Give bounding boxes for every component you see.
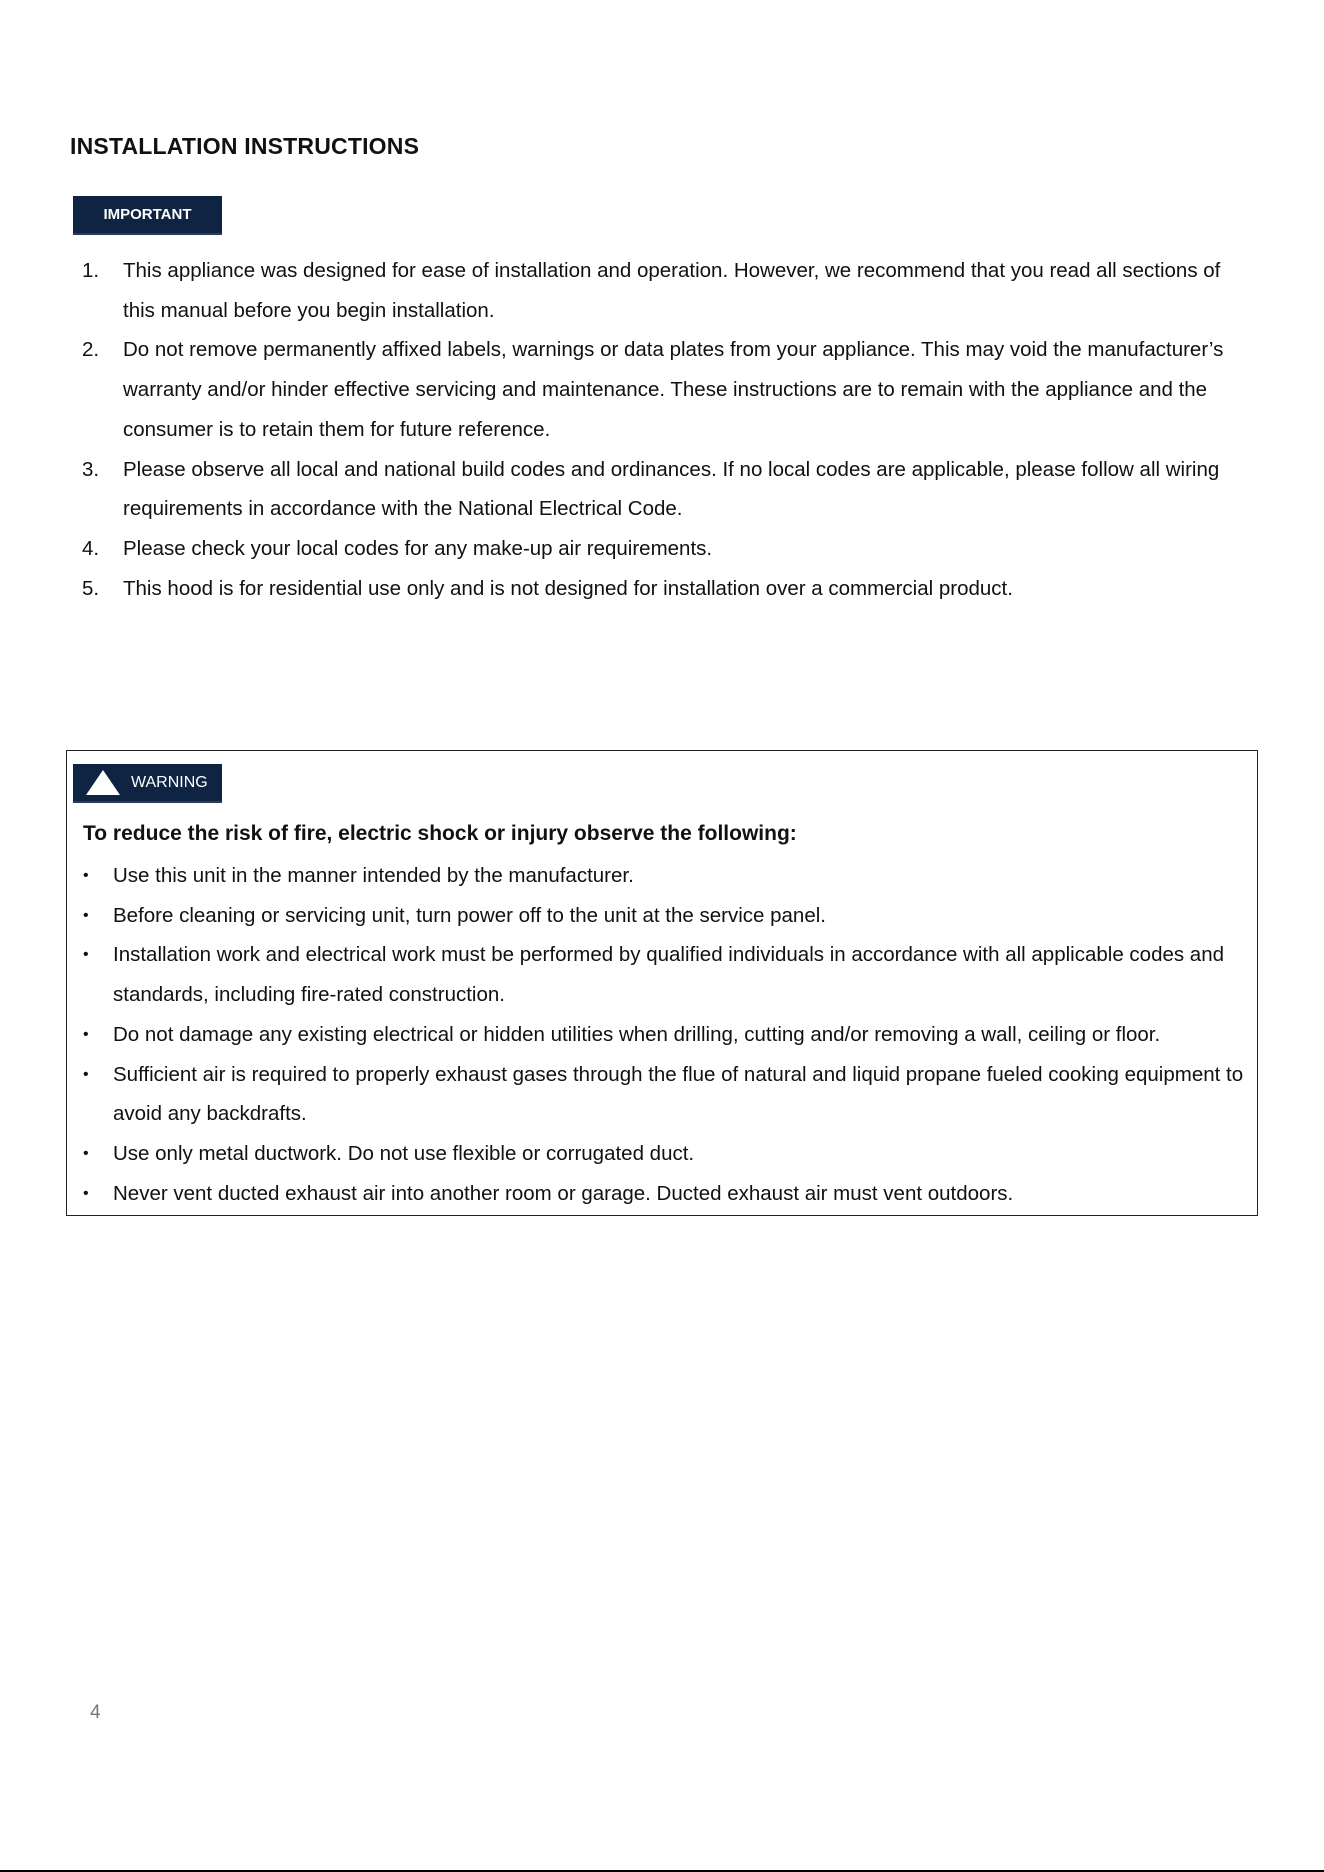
instruction-item [82,251,1252,330]
warning-item-text: Do not damage any existing electrical or hidden utilities when drilling, cutting and/or removing a wall, ceiling or floor. [113,1022,1161,1046]
instruction-number: 3. [82,457,100,481]
warning-item [83,935,1253,1014]
warning-badge [73,764,222,803]
instruction-text: Please observe all local and national build codes and ordinances. If no local codes are applicable, please follow all wiring requirements in accordance with the National Electrical Code. [123,457,1220,521]
instruction-item [82,569,1252,609]
warning-item [83,1174,1253,1214]
instructions-list [82,251,1252,608]
warning-item [83,1134,1253,1174]
instruction-number: 4. [82,536,100,560]
warning-list [83,856,1253,1213]
warning-box [66,750,1258,1216]
bullet: • [83,906,89,924]
warning-item [83,896,1253,936]
instruction-number: 5. [82,576,100,600]
instruction-text: Please check your local codes for any make-up air requirements. [123,536,713,560]
instruction-text: Do not remove permanently affixed labels, warnings or data plates from your appliance. This may void the manufacturer’s warranty and/or hinder effective servicing and maintenance. These instructions are to remain with the appliance and the consumer is to retain them for future reference. [123,338,1224,441]
bullet: • [83,1144,89,1162]
bullet: • [83,1184,89,1202]
warning-item-text: Never vent ducted exhaust air into another room or garage. Ducted exhaust air must vent outdoors. [113,1181,1014,1205]
page-number: 4 [90,1702,101,1723]
important-badge: IMPORTANT [73,196,222,235]
warning-item-text: Installation work and electrical work must be performed by qualified individuals in accordance with all applicable codes and standards, including fire-rated construction. [113,943,1225,1007]
instruction-item [82,529,1252,569]
warning-item [83,1015,1253,1055]
warning-triangle-icon [85,769,121,796]
instruction-number: 1. [82,259,100,282]
warning-label: WARNING [131,773,208,791]
bullet: • [83,1065,89,1083]
warning-item [83,1055,1253,1134]
warning-item-text: Use only metal ductwork. Do not use flexible or corrugated duct. [113,1141,695,1165]
instruction-text: This hood is for residential use only and is not designed for installation over a commercial product. [123,576,1013,600]
warning-item-text: Before cleaning or servicing unit, turn power off to the unit at the service panel. [113,903,826,927]
warning-item-text: Use this unit in the manner intended by the manufacturer. [113,864,634,887]
warning-item [83,856,1253,896]
page-title: INSTALLATION INSTRUCTIONS [70,133,420,159]
bullet: • [83,867,89,884]
instruction-item [82,330,1252,449]
bullet: • [83,946,89,964]
instruction-text: This appliance was designed for ease of installation and operation. However, we recommend that you read all sections of this manual before you begin installation. [123,259,1221,322]
instruction-item [82,450,1252,529]
bullet: • [83,1025,89,1043]
warning-heading: To reduce the risk of fire, electric shock or injury observe the following: [83,822,797,845]
warning-item-text: Sufficient air is required to properly exhaust gases through the flue of natural and liquid propane fueled cooking equipment to avoid any backdrafts. [113,1062,1244,1126]
instruction-number: 2. [82,338,100,362]
